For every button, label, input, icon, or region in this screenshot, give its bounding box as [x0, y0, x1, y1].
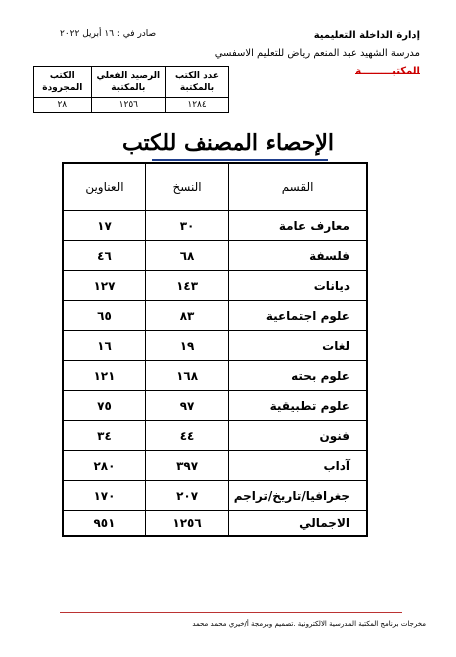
footer-credit: مخرجات برنامج المكتبة المدرسية الالكترونية .تصميم وبرمجة أ/خيري محمد محمد — [192, 620, 426, 628]
row-category: علوم تطبيقية — [229, 391, 367, 421]
row-titles: ٤٦ — [63, 241, 145, 271]
title-underline — [152, 159, 328, 161]
row-titles: ١٦ — [63, 331, 145, 361]
row-category: علوم اجتماعية — [229, 301, 367, 331]
row-copies: ٣٠ — [145, 211, 228, 241]
row-titles: ٣٤ — [63, 421, 145, 451]
row-copies: ٨٣ — [145, 301, 228, 331]
row-titles: ١٧ — [63, 211, 145, 241]
row-category: ديانات — [229, 271, 367, 301]
row-copies: ٤٤ — [145, 421, 228, 451]
table-row — [63, 451, 367, 481]
issue-date: صادر في : ١٦ أبريل ٢٠٢٢ — [60, 29, 157, 39]
school-name: مدرسة الشهيد عبد المنعم رياض للتعليم الاسفسي — [214, 48, 420, 59]
administration-name: إدارة الداخلة التعليمية — [313, 30, 420, 41]
header-titles: العناوين — [63, 163, 145, 211]
row-copies: ٦٨ — [145, 241, 228, 271]
row-copies: ٢٠٧ — [145, 481, 228, 511]
row-category: جغرافيا/تاريخ/تراجم — [229, 481, 367, 511]
summary-header-row — [34, 67, 229, 98]
row-copies: ١٩ — [145, 331, 228, 361]
table-row — [63, 241, 367, 271]
summary-value-actual-balance: ١٢٥٦ — [91, 98, 165, 113]
row-titles: ٦٥ — [63, 301, 145, 331]
table-row — [63, 271, 367, 301]
row-copies: ١٦٨ — [145, 361, 228, 391]
summary-header-inventoried: الكتب المجرودة — [34, 67, 92, 98]
table-row — [63, 301, 367, 331]
row-category: فنون — [229, 421, 367, 451]
total-titles: ٩٥١ — [63, 511, 145, 537]
summary-header-total-books: عدد الكتب بالمكتبة — [166, 67, 229, 98]
row-titles: ١٢١ — [63, 361, 145, 391]
header-category: القسم — [229, 163, 367, 211]
library-label: المكتبـــــــــة — [355, 66, 420, 77]
stats-header-row — [63, 163, 367, 211]
row-category: فلسفة — [229, 241, 367, 271]
row-category: معارف عامة — [229, 211, 367, 241]
total-row — [63, 511, 367, 537]
table-row — [63, 331, 367, 361]
page-title: الإحصاء المصنف للكتب — [121, 130, 335, 156]
footer-divider — [60, 612, 402, 613]
row-copies: ٩٧ — [145, 391, 228, 421]
row-copies: ١٤٣ — [145, 271, 228, 301]
table-row — [63, 391, 367, 421]
row-copies: ٣٩٧ — [145, 451, 228, 481]
table-row — [63, 481, 367, 511]
statistics-table — [62, 162, 368, 537]
header-copies: النسخ — [145, 163, 228, 211]
table-row — [63, 211, 367, 241]
row-titles: ١٧٠ — [63, 481, 145, 511]
table-row — [63, 421, 367, 451]
row-titles: ٢٨٠ — [63, 451, 145, 481]
row-category: علوم بحته — [229, 361, 367, 391]
row-titles: ١٢٧ — [63, 271, 145, 301]
row-titles: ٧٥ — [63, 391, 145, 421]
total-category: الاجمالي — [229, 511, 367, 537]
total-copies: ١٢٥٦ — [145, 511, 228, 537]
summary-value-row — [34, 98, 229, 113]
row-category: لغات — [229, 331, 367, 361]
row-category: آداب — [229, 451, 367, 481]
summary-value-total-books: ١٢٨٤ — [166, 98, 229, 113]
table-row — [63, 361, 367, 391]
summary-value-inventoried: ٢٨ — [34, 98, 92, 113]
summary-table — [33, 66, 229, 113]
summary-header-actual-balance: الرصيد الفعلي بالمكتبة — [91, 67, 165, 98]
